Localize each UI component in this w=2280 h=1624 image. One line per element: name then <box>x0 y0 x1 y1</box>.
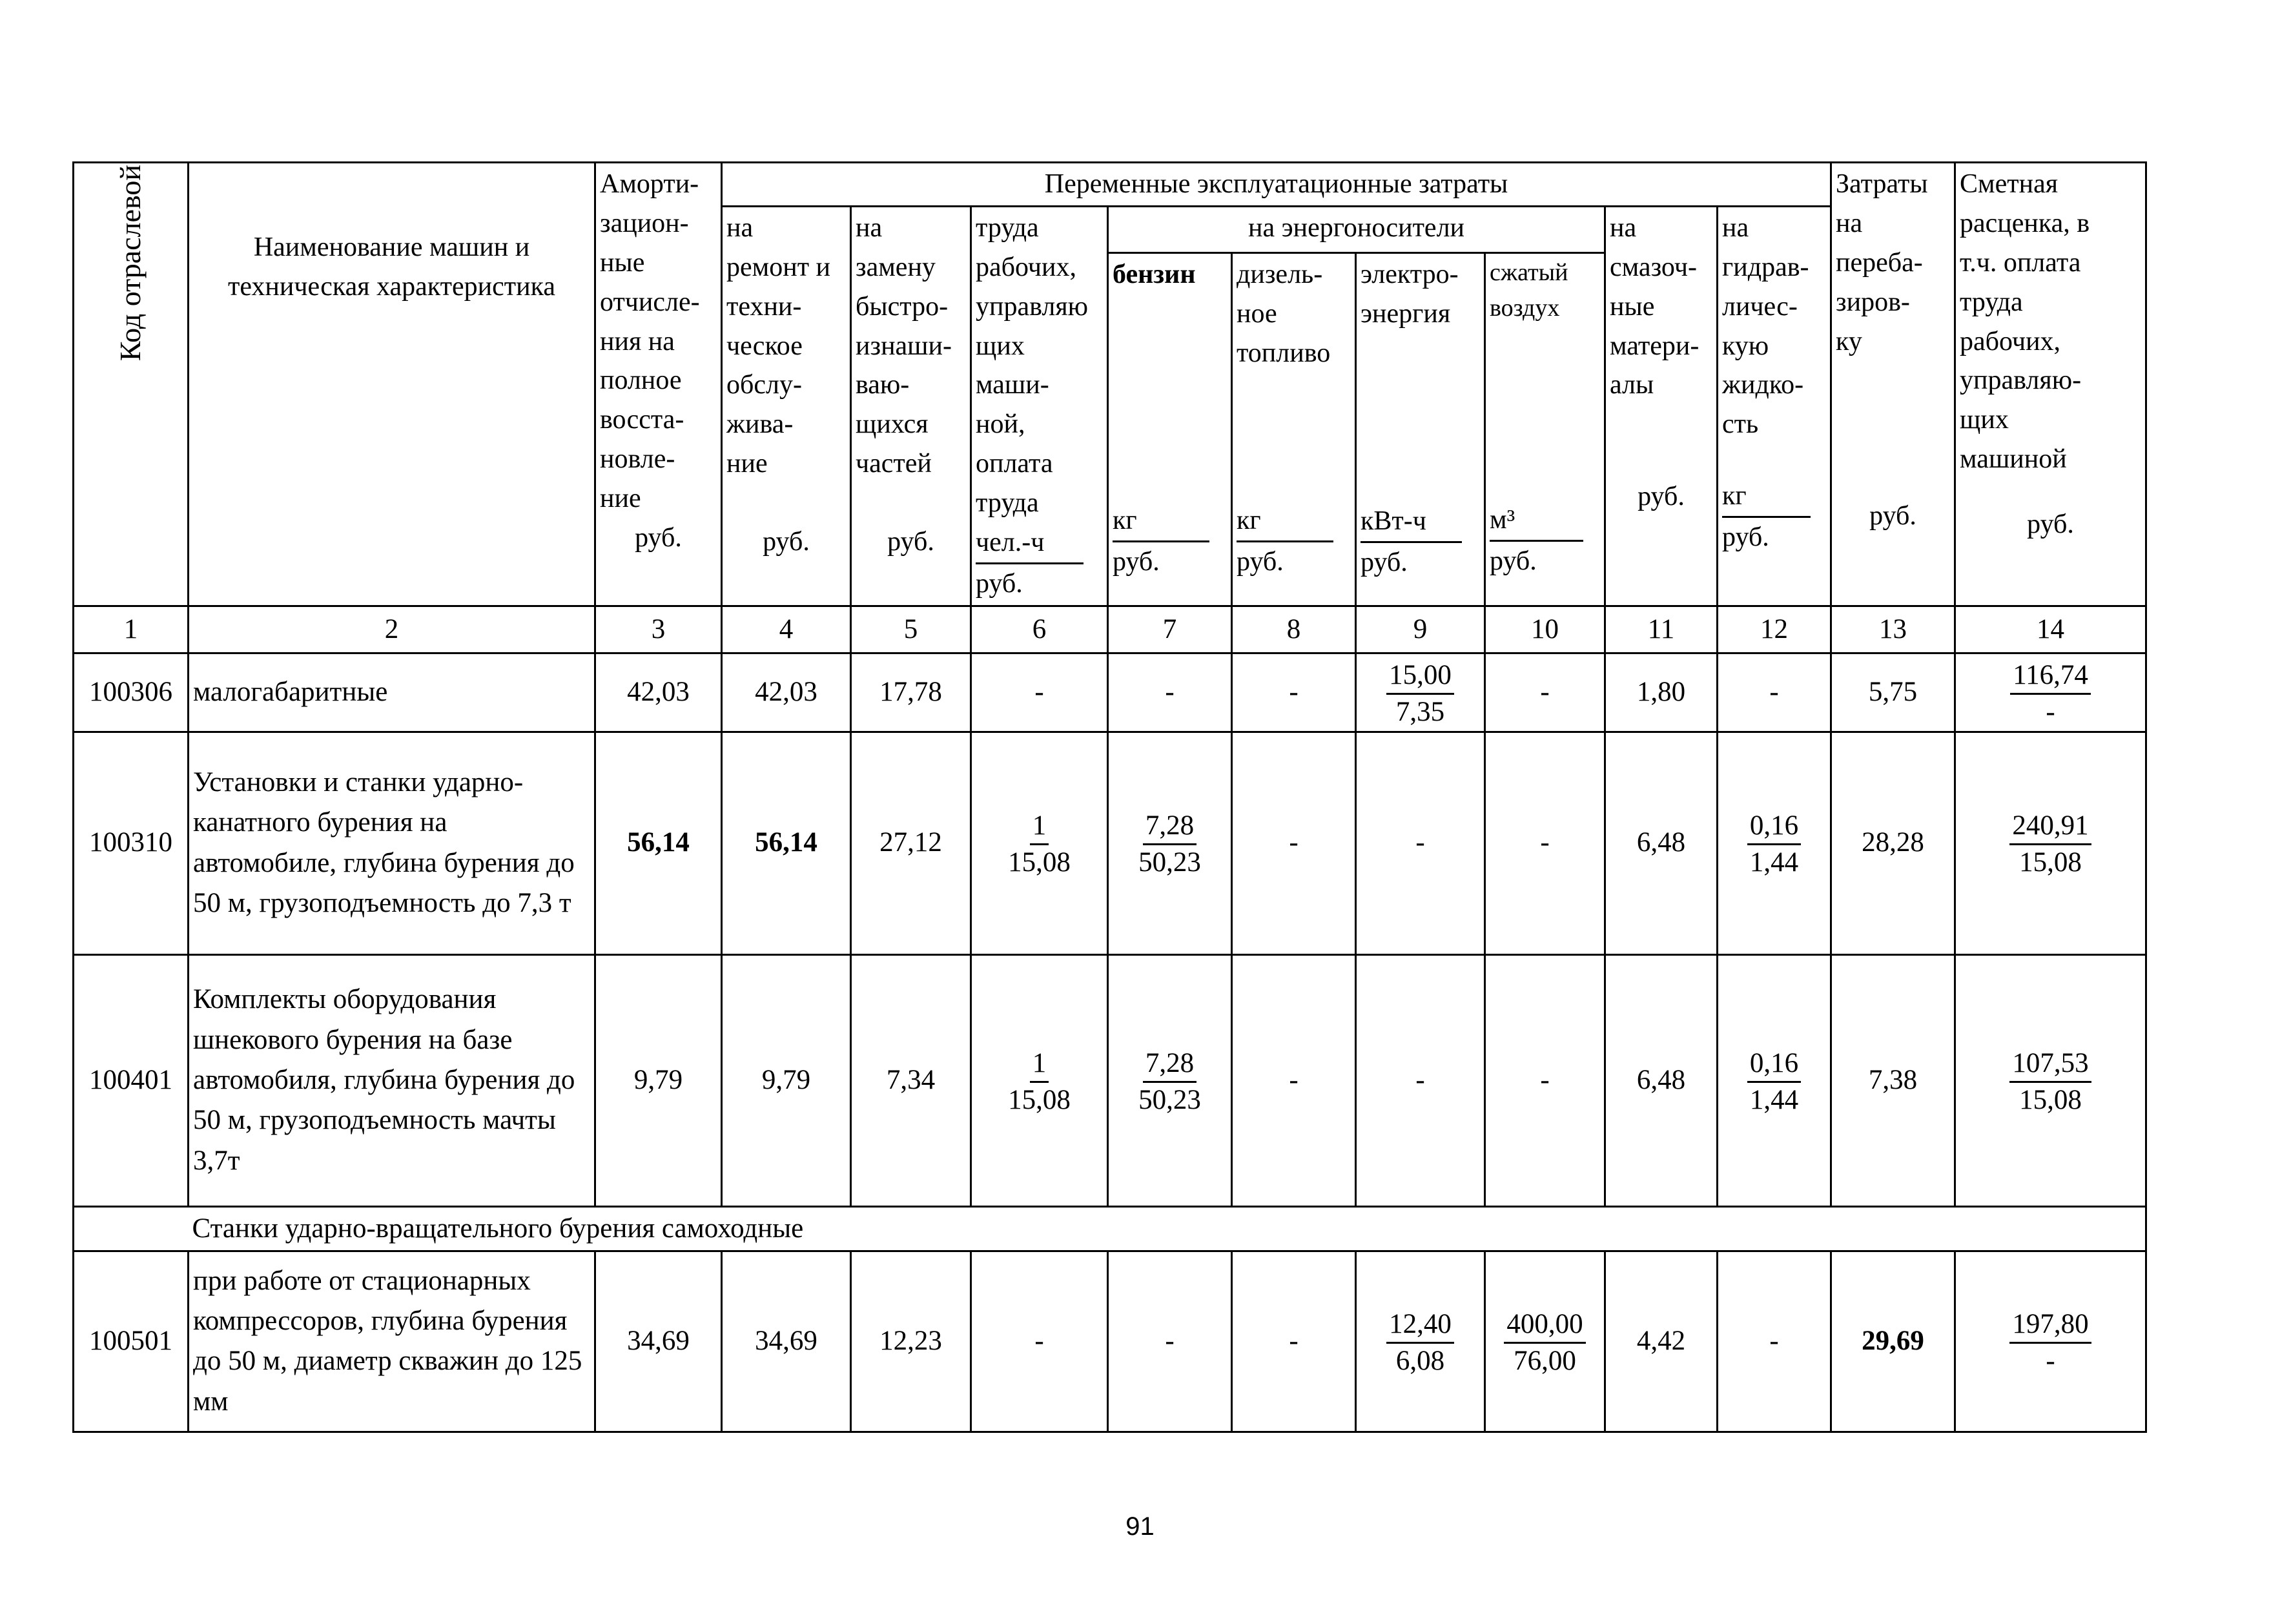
row-value-col6 <box>971 732 1108 954</box>
table-body <box>74 653 2146 1432</box>
header-line: ные <box>600 247 645 278</box>
column-number: 11 <box>1605 606 1718 653</box>
header-rebasing-cell <box>1831 163 1955 606</box>
fraction-top: 15,00 <box>1386 658 1454 695</box>
header-line: управляю- <box>1960 365 2082 396</box>
row-value-col8: - <box>1232 954 1356 1206</box>
fraction-bottom: 7,35 <box>1395 696 1445 727</box>
row-value-col8: - <box>1232 1251 1356 1432</box>
header-line: зиров- <box>1836 287 1910 317</box>
row-value-col9 <box>1356 653 1485 732</box>
header-line: на <box>856 212 883 243</box>
header-line: замену <box>856 252 936 282</box>
fraction-value <box>1008 808 1071 880</box>
row-value-col5: 17,78 <box>851 653 971 732</box>
row-value-col7: - <box>1108 653 1232 732</box>
row-value-col9 <box>1356 1251 1485 1432</box>
header-line: сть <box>1722 409 1759 440</box>
header-electricity-units <box>1361 502 1480 582</box>
header-line: дизель- <box>1237 260 1323 290</box>
header-estimate-label <box>1960 165 2141 479</box>
row-value-col6: - <box>971 653 1108 732</box>
fraction-bottom: 76,00 <box>1514 1345 1576 1376</box>
header-name-line2: техническая характеристика <box>227 271 555 302</box>
fraction-value <box>2010 658 2091 730</box>
table-row <box>74 732 2146 954</box>
row-value-col12: - <box>1718 1251 1831 1432</box>
row-value-col14 <box>1955 653 2146 732</box>
header-line: маши- <box>976 370 1049 400</box>
header-diesel-cell <box>1232 253 1356 606</box>
header-diesel-unit2: руб. <box>1237 546 1284 577</box>
header-line: энергия <box>1361 299 1451 329</box>
column-number: 13 <box>1831 606 1955 653</box>
fraction-value <box>1747 1046 1801 1118</box>
header-line: частей <box>856 449 932 479</box>
row-value-col12 <box>1718 732 1831 954</box>
row-name: малогабаритные <box>189 653 595 732</box>
header-hydraulic-label <box>1722 209 1826 444</box>
header-line: ной, <box>976 409 1025 440</box>
fraction-value <box>2009 1046 2091 1118</box>
fraction-top: 240,91 <box>2009 808 2091 845</box>
table-row <box>74 1251 2146 1432</box>
header-labor-unit1: чел.-ч <box>976 523 1084 564</box>
row-value-col3: 56,14 <box>595 732 722 954</box>
header-electricity-unit1: кВт-ч <box>1361 502 1462 543</box>
header-name-cell <box>189 163 595 606</box>
header-parts-cell <box>851 206 971 606</box>
header-line: ваю- <box>856 370 910 400</box>
header-line: на <box>726 212 754 243</box>
header-petrol-unit1: кг <box>1113 501 1209 542</box>
column-number: 9 <box>1356 606 1485 653</box>
column-number: 12 <box>1718 606 1831 653</box>
fraction-bottom: 1,44 <box>1749 847 1799 878</box>
row-value-col13: 5,75 <box>1831 653 1955 732</box>
header-labor-cell <box>971 206 1108 606</box>
header-line: на <box>1722 212 1749 243</box>
header-line: ние <box>600 484 641 514</box>
header-petrol-unit2: руб. <box>1113 546 1160 577</box>
header-line: ку <box>1836 326 1862 356</box>
row-value-col3: 42,03 <box>595 653 722 732</box>
fraction-top: 12,40 <box>1386 1307 1454 1344</box>
header-electricity-cell <box>1356 253 1485 606</box>
column-number: 3 <box>595 606 722 653</box>
header-petrol-cell <box>1108 253 1232 606</box>
header-line: ные <box>1610 291 1655 322</box>
row-value-col9: - <box>1356 954 1485 1206</box>
row-value-col10: - <box>1485 954 1605 1206</box>
fraction-top: 0,16 <box>1747 808 1801 845</box>
header-line: алы <box>1610 370 1654 400</box>
column-number: 5 <box>851 606 971 653</box>
header-line: ние <box>726 449 768 479</box>
header-line: расценка, в <box>1960 208 2090 238</box>
column-number: 8 <box>1232 606 1356 653</box>
header-repair-label <box>726 209 846 484</box>
header-air-unit1: м³ <box>1490 500 1583 542</box>
fraction-bottom: 15,08 <box>2019 847 2082 878</box>
header-parts-label <box>856 209 966 484</box>
row-value-col6 <box>971 954 1108 1206</box>
header-line: смазоч- <box>1610 252 1697 282</box>
fraction-top: 1 <box>1030 808 1049 845</box>
header-air-label <box>1490 255 1600 326</box>
header-lubricant-cell <box>1605 206 1718 606</box>
header-line: матери- <box>1610 331 1700 361</box>
row-name: Установки и станки ударно-канатного бурения на автомобиле, глубина бурения до 50 м, грузоподъемность до 7,3 т <box>189 732 595 954</box>
fraction-value <box>1138 1046 1201 1118</box>
row-value-col13: 28,28 <box>1831 732 1955 954</box>
fraction-value <box>1747 808 1801 880</box>
header-amortization-cell <box>595 163 722 606</box>
header-line: т.ч. оплата <box>1960 247 2081 278</box>
row-value-col6: - <box>971 1251 1108 1432</box>
header-labor-label <box>976 209 1103 523</box>
header-line: труда <box>976 212 1039 243</box>
row-value-col5: 27,12 <box>851 732 971 954</box>
row-value-col14 <box>1955 732 2146 954</box>
header-line: ческое <box>726 331 803 361</box>
row-code: 100501 <box>74 1251 189 1432</box>
header-air-cell <box>1485 253 1605 606</box>
row-value-col13: 29,69 <box>1831 1251 1955 1432</box>
fraction-bottom: 15,08 <box>1008 1084 1071 1115</box>
header-line: личес- <box>1722 291 1798 322</box>
row-value-col8: - <box>1232 732 1356 954</box>
fraction-top: 107,53 <box>2009 1046 2091 1083</box>
header-line: щихся <box>856 409 929 440</box>
row-value-col3: 9,79 <box>595 954 722 1206</box>
header-line: отчисле- <box>600 287 700 317</box>
fraction-bottom: 50,23 <box>1138 1084 1201 1115</box>
header-line: ное <box>1237 299 1277 329</box>
row-value-col11: 1,80 <box>1605 653 1718 732</box>
header-line: воздух <box>1490 294 1560 322</box>
header-parts-unit: руб. <box>887 527 934 557</box>
fraction-value <box>1504 1307 1585 1379</box>
header-estimate-unit: руб. <box>2027 509 2074 540</box>
fraction-bottom: - <box>2046 696 2055 727</box>
fraction-bottom: 6,08 <box>1395 1345 1445 1376</box>
row-value-col10: - <box>1485 732 1605 954</box>
column-number: 2 <box>189 606 595 653</box>
row-code: 100310 <box>74 732 189 954</box>
row-value-col14 <box>1955 1251 2146 1432</box>
header-air-units <box>1490 500 1600 581</box>
header-line: кую <box>1722 331 1769 361</box>
header-line: труда <box>976 488 1039 519</box>
header-line: труда <box>1960 287 2023 317</box>
header-air-unit2: руб. <box>1490 546 1537 577</box>
fraction-value <box>1138 808 1201 880</box>
header-line: быстро- <box>856 291 949 322</box>
header-repair-unit: руб. <box>763 527 810 557</box>
header-petrol-label: бензин <box>1113 260 1196 290</box>
header-electricity-label <box>1361 255 1480 334</box>
fraction-top: 0,16 <box>1747 1046 1801 1083</box>
header-line: Сметная <box>1960 169 2059 199</box>
header-line: зацион- <box>600 208 689 238</box>
row-value-col13: 7,38 <box>1831 954 1955 1206</box>
fraction-bottom: 15,08 <box>2019 1084 2082 1115</box>
row-value-col10: - <box>1485 653 1605 732</box>
header-hydraulic-cell <box>1718 206 1831 606</box>
row-value-col5: 12,23 <box>851 1251 971 1432</box>
fraction-bottom: 1,44 <box>1749 1084 1799 1115</box>
column-number: 14 <box>1955 606 2146 653</box>
header-line: электро- <box>1361 260 1459 290</box>
row-value-col14 <box>1955 954 2146 1206</box>
header-diesel-unit1: кг <box>1237 501 1333 542</box>
header-line: ния на <box>600 326 675 356</box>
header-diesel-label <box>1237 255 1351 373</box>
header-variable-costs: Переменные эксплуатационные затраты <box>722 163 1831 207</box>
fraction-value <box>2009 1307 2091 1379</box>
header-line: жидко- <box>1722 370 1804 400</box>
header-rebasing-unit: руб. <box>1869 501 1916 531</box>
row-name: при работе от стационарных компрессоров, глубина бурения до 50 м, диаметр скважин до 125 мм <box>189 1251 595 1432</box>
header-line: переба- <box>1836 247 1923 278</box>
header-code-label: Код отраслевой <box>114 165 147 362</box>
fraction-value <box>1386 1307 1454 1379</box>
header-line: жива- <box>726 409 794 440</box>
fraction-top: 197,80 <box>2009 1307 2091 1344</box>
header-line: щих <box>976 331 1025 361</box>
section-spacer <box>74 1206 189 1251</box>
header-line: техни- <box>726 291 802 322</box>
column-number: 1 <box>74 606 189 653</box>
machine-rates-table <box>72 161 2147 1433</box>
header-line: гидрав- <box>1722 252 1809 282</box>
header-line: на <box>1610 212 1637 243</box>
row-value-col12 <box>1718 954 1831 1206</box>
row-name: Комплекты оборудования шнекового бурения на базе автомобиля, глубина бурения до 50 м, грузоподъемность мачты 3,7т <box>189 954 595 1206</box>
header-estimate-cell <box>1955 163 2146 606</box>
header-line: ремонт и <box>726 252 831 282</box>
header-code-cell <box>74 163 189 606</box>
row-value-col7 <box>1108 732 1232 954</box>
header-line: щих <box>1960 405 2009 435</box>
section-row <box>74 1206 2146 1251</box>
fraction-bottom: 15,08 <box>1008 847 1071 878</box>
fraction-value <box>1386 658 1454 730</box>
header-lubricant-unit: руб. <box>1638 482 1685 512</box>
row-value-col4: 42,03 <box>722 653 851 732</box>
row-code: 100306 <box>74 653 189 732</box>
table-row <box>74 954 2146 1206</box>
fraction-top: 7,28 <box>1143 808 1196 845</box>
header-energy-group: на энергоносители <box>1108 206 1605 252</box>
header-line: обслу- <box>726 370 802 400</box>
column-number: 7 <box>1108 606 1232 653</box>
header-line: новле- <box>600 444 675 475</box>
row-value-col11: 6,48 <box>1605 732 1718 954</box>
header-line: оплата <box>976 449 1053 479</box>
page-number: 91 <box>1125 1512 1155 1541</box>
header-hydraulic-units <box>1722 444 1826 557</box>
header-rebasing-label <box>1836 165 1950 361</box>
header-repair-cell <box>722 206 851 606</box>
header-line: восста- <box>600 405 684 435</box>
row-value-col3: 34,69 <box>595 1251 722 1432</box>
column-number-row <box>74 606 2146 653</box>
header-line: Затраты <box>1836 169 1928 199</box>
header-line: рабочих, <box>976 252 1077 282</box>
fraction-top: 1 <box>1030 1046 1049 1083</box>
row-value-col7: - <box>1108 1251 1232 1432</box>
header-line: рабочих, <box>1960 326 2061 356</box>
section-title: Станки ударно-вращательного бурения самоходные <box>189 1206 2146 1251</box>
header-name-line1: Наименование машин и <box>253 232 530 262</box>
row-value-col8: - <box>1232 653 1356 732</box>
fraction-bottom: 50,23 <box>1138 847 1201 878</box>
header-hydraulic-unit2: руб. <box>1722 522 1769 553</box>
header-hydraulic-unit1: кг <box>1722 477 1811 518</box>
header-line: управляю <box>976 291 1089 322</box>
row-value-col4: 56,14 <box>722 732 851 954</box>
header-diesel-units <box>1237 501 1351 582</box>
fraction-top: 116,74 <box>2010 658 2091 695</box>
row-code: 100401 <box>74 954 189 1206</box>
fraction-value <box>2009 808 2091 880</box>
header-labor-unit2: руб. <box>976 568 1023 599</box>
row-value-col12: - <box>1718 653 1831 732</box>
header-line: полное <box>600 365 682 396</box>
header-row-1 <box>74 163 2146 207</box>
header-line: машиной <box>1960 444 2067 475</box>
row-value-col7 <box>1108 954 1232 1206</box>
header-line: топливо <box>1237 338 1331 368</box>
row-value-col11: 4,42 <box>1605 1251 1718 1432</box>
header-line: Аморти- <box>600 169 699 199</box>
header-line: на <box>1836 208 1863 238</box>
fraction-bottom: - <box>2046 1345 2055 1376</box>
header-line: изнаши- <box>856 331 952 361</box>
header-line: сжатый <box>1490 259 1568 287</box>
column-number: 4 <box>722 606 851 653</box>
fraction-top: 400,00 <box>1504 1307 1585 1344</box>
header-amortization-unit: руб. <box>635 523 682 553</box>
row-value-col11: 6,48 <box>1605 954 1718 1206</box>
fraction-value <box>1008 1046 1071 1118</box>
header-petrol-units <box>1113 501 1227 582</box>
header-labor-units <box>976 523 1103 604</box>
header-amortization-label <box>600 165 717 519</box>
table-row <box>74 653 2146 732</box>
column-number: 10 <box>1485 606 1605 653</box>
fraction-top: 7,28 <box>1143 1046 1196 1083</box>
header-lubricant-label <box>1610 209 1712 405</box>
row-value-col9: - <box>1356 732 1485 954</box>
row-value-col4: 9,79 <box>722 954 851 1206</box>
column-number: 6 <box>971 606 1108 653</box>
row-value-col5: 7,34 <box>851 954 971 1206</box>
header-electricity-unit2: руб. <box>1361 547 1408 577</box>
row-value-col4: 34,69 <box>722 1251 851 1432</box>
row-value-col10 <box>1485 1251 1605 1432</box>
